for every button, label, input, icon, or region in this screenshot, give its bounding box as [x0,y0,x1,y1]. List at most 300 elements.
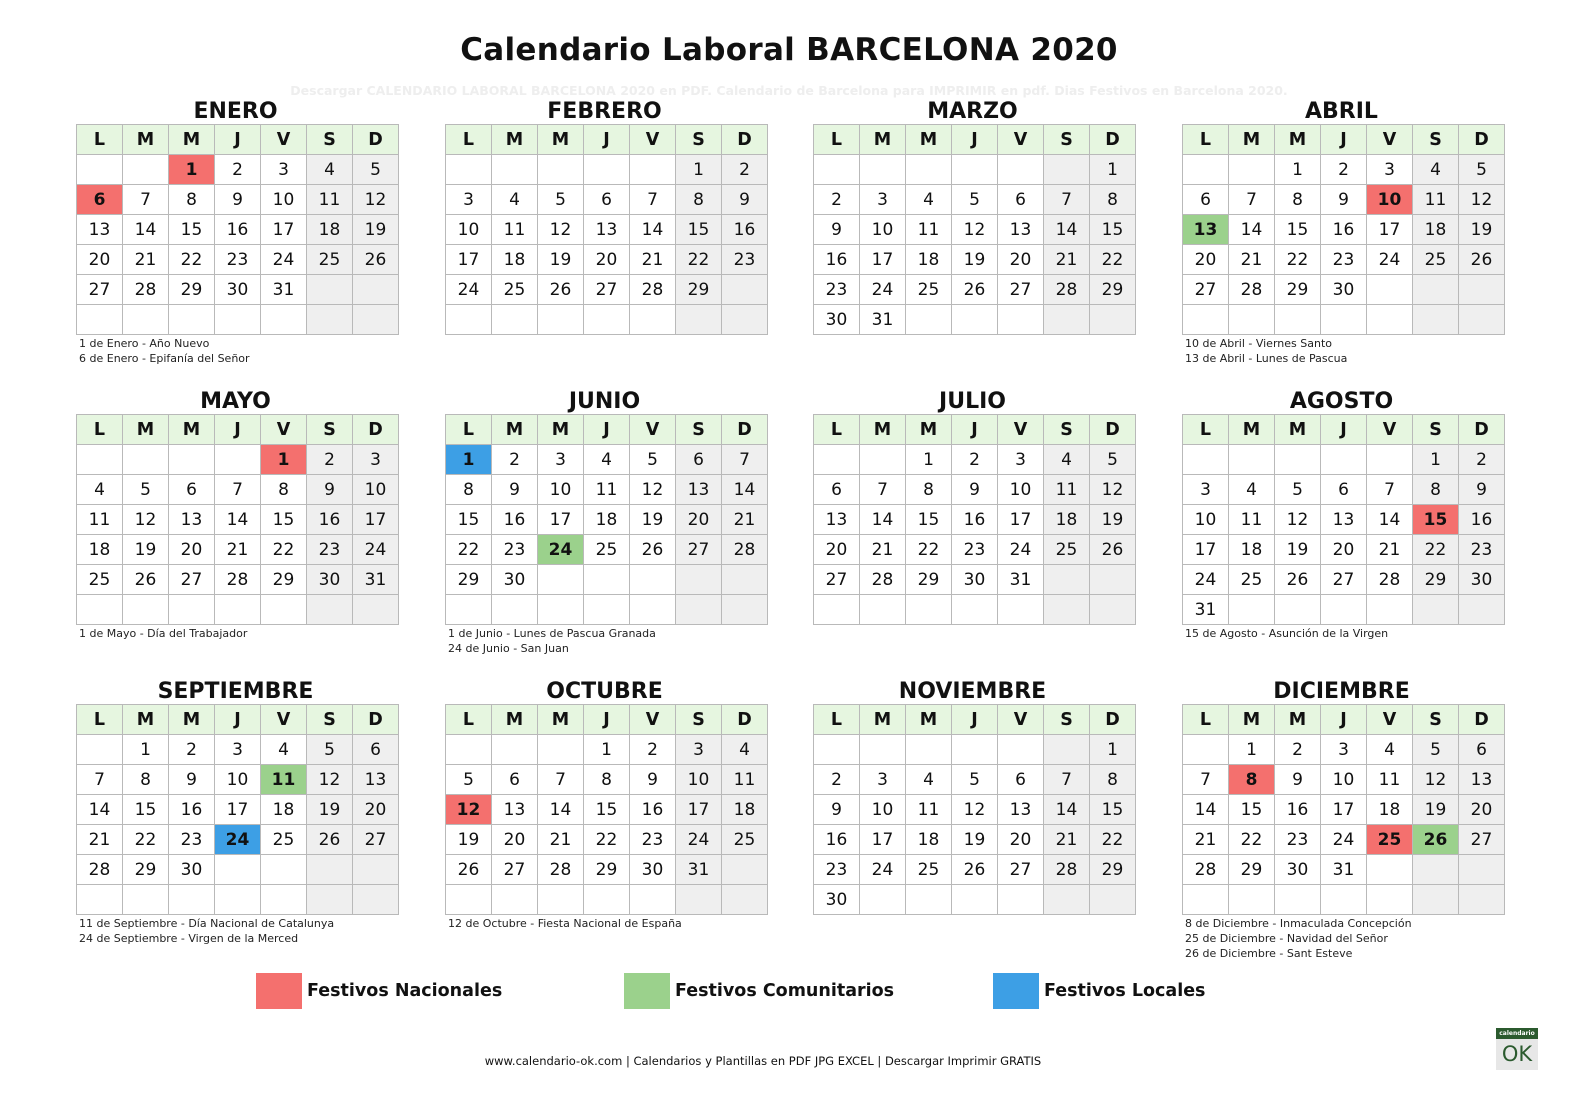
day-cell: 2 [814,185,860,215]
weekday-header: M [492,125,538,155]
day-cell: 25 [906,275,952,305]
day-cell: 18 [1044,505,1090,535]
weekday-header: S [676,705,722,735]
empty-day-cell [1229,885,1275,915]
empty-day-cell [492,885,538,915]
day-cell: 3 [1367,155,1413,185]
empty-day-cell [353,595,399,625]
day-cell: 27 [998,855,1044,885]
week-row [446,215,768,245]
empty-day-cell [123,595,169,625]
holiday-day-cell: 13 [1183,215,1229,245]
empty-day-cell [1413,275,1459,305]
weekday-header: M [123,415,169,445]
empty-day-cell [1275,305,1321,335]
day-cell: 9 [952,475,998,505]
empty-day-cell [353,305,399,335]
weekday-header: L [446,415,492,445]
month-name: OCTUBRE [546,679,663,704]
week-row [1183,475,1505,505]
empty-day-cell [952,735,998,765]
day-cell: 30 [1459,565,1505,595]
day-cell: 11 [906,795,952,825]
day-cell: 18 [1367,795,1413,825]
day-cell: 10 [1183,505,1229,535]
day-cell: 1 [1229,735,1275,765]
weekday-header: M [169,415,215,445]
day-cell: 26 [1090,535,1136,565]
empty-day-cell [584,305,630,335]
empty-day-cell [814,735,860,765]
empty-day-cell [307,885,353,915]
day-cell: 8 [261,475,307,505]
day-cell: 17 [215,795,261,825]
day-cell: 30 [1321,275,1367,305]
holiday-day-cell: 12 [446,795,492,825]
weekday-header: J [584,415,630,445]
holiday-note: 10 de Abril - Viernes Santo [1185,337,1332,350]
day-cell: 28 [1044,855,1090,885]
day-cell: 24 [261,245,307,275]
day-cell: 12 [952,215,998,245]
empty-day-cell [307,305,353,335]
month-name: AGOSTO [1289,389,1394,414]
day-cell: 21 [123,245,169,275]
day-cell: 20 [676,505,722,535]
day-cell: 24 [1367,245,1413,275]
month-table [445,414,768,625]
empty-day-cell [630,305,676,335]
month-table [813,414,1136,625]
weekday-header: V [261,705,307,735]
week-row [1183,735,1505,765]
empty-day-cell [492,595,538,625]
day-cell: 23 [814,275,860,305]
month-abril [1182,99,1501,366]
day-cell: 13 [169,505,215,535]
day-cell: 11 [584,475,630,505]
weekday-header: D [1459,125,1505,155]
empty-day-cell [998,305,1044,335]
empty-day-cell [630,595,676,625]
empty-day-cell [1044,155,1090,185]
week-row [1183,305,1505,335]
month-octubre [445,679,764,931]
weekday-header: V [998,705,1044,735]
holiday-day-cell: 24 [215,825,261,855]
empty-day-cell [1367,305,1413,335]
day-cell: 29 [1275,275,1321,305]
day-cell: 23 [722,245,768,275]
day-cell: 2 [1275,735,1321,765]
day-cell: 10 [538,475,584,505]
empty-day-cell [722,885,768,915]
weekday-header: M [169,705,215,735]
day-cell: 16 [1321,215,1367,245]
week-row [814,825,1136,855]
day-cell: 23 [1459,535,1505,565]
week-row [1183,535,1505,565]
day-cell: 8 [906,475,952,505]
holiday-note: 25 de Diciembre - Navidad del Señor [1185,932,1388,945]
holiday-notes [1182,626,1501,641]
week-row [1183,505,1505,535]
day-cell: 21 [215,535,261,565]
day-cell: 10 [261,185,307,215]
day-cell: 11 [492,215,538,245]
day-cell: 11 [1044,475,1090,505]
legend-label-comunitario: Festivos Comunitarios [675,981,895,1001]
empty-day-cell [77,885,123,915]
month-name: FEBRERO [547,99,662,124]
weekday-header: M [538,415,584,445]
weekday-header: J [215,415,261,445]
day-cell: 28 [77,855,123,885]
day-cell: 1 [676,155,722,185]
month-table [76,124,399,335]
day-cell: 5 [630,445,676,475]
day-cell: 20 [1459,795,1505,825]
month-name: ENERO [193,99,278,124]
day-cell: 30 [1275,855,1321,885]
day-cell: 16 [215,215,261,245]
day-cell: 28 [630,275,676,305]
day-cell: 11 [77,505,123,535]
week-row [446,595,768,625]
day-cell: 2 [952,445,998,475]
week-row [446,765,768,795]
weekday-header: D [722,415,768,445]
empty-day-cell [814,595,860,625]
empty-day-cell [860,445,906,475]
day-cell: 10 [215,765,261,795]
empty-day-cell [1183,305,1229,335]
month-table [76,704,399,915]
day-cell: 1 [1413,445,1459,475]
empty-day-cell [814,155,860,185]
day-cell: 19 [1413,795,1459,825]
day-cell: 22 [1413,535,1459,565]
month-table [813,124,1136,335]
empty-day-cell [676,565,722,595]
day-cell: 26 [307,825,353,855]
weekday-header: V [1367,125,1413,155]
empty-day-cell [1183,735,1229,765]
day-cell: 23 [215,245,261,275]
weekday-header: S [1413,125,1459,155]
day-cell: 20 [998,245,1044,275]
empty-day-cell [215,885,261,915]
day-cell: 13 [998,215,1044,245]
day-cell: 18 [492,245,538,275]
empty-day-cell [77,155,123,185]
month-table [1182,124,1505,335]
weekday-header: M [1229,705,1275,735]
day-cell: 5 [1090,445,1136,475]
day-cell: 4 [906,765,952,795]
holiday-notes [1182,336,1501,366]
day-cell: 4 [584,445,630,475]
weekday-header: M [906,125,952,155]
day-cell: 29 [261,565,307,595]
day-cell: 31 [860,305,906,335]
day-cell: 19 [353,215,399,245]
day-cell: 7 [538,765,584,795]
week-row [77,795,399,825]
day-cell: 21 [538,825,584,855]
empty-day-cell [446,735,492,765]
day-cell: 16 [492,505,538,535]
logo-main-text: OK [1501,1042,1533,1066]
calendario-ok-logo[interactable] [1496,1028,1538,1070]
holiday-note: 1 de Junio - Lunes de Pascua Granada [448,627,656,640]
day-cell: 11 [1367,765,1413,795]
empty-day-cell [492,305,538,335]
weekday-header: L [446,125,492,155]
day-cell: 16 [1459,505,1505,535]
empty-day-cell [492,735,538,765]
week-row [1183,445,1505,475]
empty-day-cell [1275,445,1321,475]
day-cell: 7 [1229,185,1275,215]
day-cell: 5 [1275,475,1321,505]
day-cell: 5 [446,765,492,795]
day-cell: 4 [492,185,538,215]
day-cell: 20 [814,535,860,565]
day-cell: 16 [722,215,768,245]
day-cell: 15 [1090,795,1136,825]
empty-day-cell [1090,595,1136,625]
weekday-header: M [906,415,952,445]
day-cell: 12 [1090,475,1136,505]
day-cell: 16 [1275,795,1321,825]
weekday-header: L [814,415,860,445]
day-cell: 11 [1413,185,1459,215]
weekday-header: D [353,415,399,445]
week-row [77,305,399,335]
day-cell: 19 [1275,535,1321,565]
legend-swatch-nacional [256,973,302,1009]
week-row [814,155,1136,185]
day-cell: 26 [1459,245,1505,275]
week-row [77,275,399,305]
day-cell: 6 [676,445,722,475]
holiday-note: 24 de Septiembre - Virgen de la Merced [79,932,299,945]
day-cell: 5 [952,185,998,215]
day-cell: 2 [722,155,768,185]
month-noviembre [813,679,1132,916]
day-cell: 21 [1183,825,1229,855]
day-cell: 8 [584,765,630,795]
legend-comunitario [624,973,894,1009]
empty-day-cell [906,595,952,625]
day-cell: 14 [722,475,768,505]
day-cell: 30 [952,565,998,595]
weekday-header: J [1321,415,1367,445]
day-cell: 14 [1367,505,1413,535]
week-row [446,825,768,855]
day-cell: 9 [1321,185,1367,215]
empty-day-cell [906,305,952,335]
day-cell: 29 [1413,565,1459,595]
empty-day-cell [998,595,1044,625]
empty-day-cell [584,595,630,625]
day-cell: 2 [492,445,538,475]
day-cell: 28 [722,535,768,565]
day-cell: 22 [446,535,492,565]
week-row [77,245,399,275]
empty-day-cell [261,595,307,625]
day-cell: 28 [123,275,169,305]
day-cell: 27 [169,565,215,595]
day-cell: 26 [630,535,676,565]
day-cell: 12 [1459,185,1505,215]
empty-day-cell [1229,595,1275,625]
day-cell: 19 [952,245,998,275]
empty-day-cell [307,275,353,305]
week-row [814,535,1136,565]
empty-day-cell [584,565,630,595]
week-row [446,855,768,885]
day-cell: 20 [1183,245,1229,275]
week-row [77,505,399,535]
day-cell: 2 [814,765,860,795]
day-cell: 4 [307,155,353,185]
day-cell: 29 [1090,275,1136,305]
empty-day-cell [123,305,169,335]
empty-day-cell [538,885,584,915]
holiday-day-cell: 24 [538,535,584,565]
empty-day-cell [1183,155,1229,185]
empty-day-cell [952,155,998,185]
day-cell: 20 [998,825,1044,855]
day-cell: 4 [906,185,952,215]
day-cell: 31 [353,565,399,595]
day-cell: 5 [538,185,584,215]
empty-day-cell [538,565,584,595]
day-cell: 19 [1459,215,1505,245]
day-cell: 15 [446,505,492,535]
week-row [77,215,399,245]
day-cell: 14 [123,215,169,245]
weekday-header: S [1044,705,1090,735]
day-cell: 3 [538,445,584,475]
day-cell: 20 [1321,535,1367,565]
empty-day-cell [77,595,123,625]
empty-day-cell [215,855,261,885]
day-cell: 9 [630,765,676,795]
day-cell: 31 [998,565,1044,595]
weekday-header: S [1044,125,1090,155]
day-cell: 23 [952,535,998,565]
day-cell: 21 [1044,825,1090,855]
empty-day-cell [860,735,906,765]
day-cell: 9 [215,185,261,215]
day-cell: 6 [492,765,538,795]
holiday-note: 15 de Agosto - Asunción de la Virgen [1185,627,1389,640]
month-marzo [813,99,1132,336]
day-cell: 7 [123,185,169,215]
holiday-notes [76,336,395,366]
day-cell: 24 [860,855,906,885]
day-cell: 12 [353,185,399,215]
day-cell: 14 [538,795,584,825]
week-row [814,185,1136,215]
empty-day-cell [1044,565,1090,595]
day-cell: 30 [814,885,860,915]
day-cell: 17 [860,245,906,275]
day-cell: 1 [1275,155,1321,185]
day-cell: 20 [169,535,215,565]
day-cell: 28 [1229,275,1275,305]
month-agosto [1182,389,1501,641]
empty-day-cell [860,595,906,625]
day-cell: 7 [1044,185,1090,215]
weekday-header: M [538,125,584,155]
day-cell: 30 [215,275,261,305]
empty-day-cell [676,885,722,915]
empty-day-cell [722,305,768,335]
day-cell: 21 [77,825,123,855]
day-cell: 22 [1090,245,1136,275]
empty-day-cell [353,275,399,305]
week-row [446,885,768,915]
legend-nacional [256,973,502,1009]
day-cell: 6 [169,475,215,505]
weekday-header: V [1367,705,1413,735]
day-cell: 27 [77,275,123,305]
day-cell: 15 [906,505,952,535]
day-cell: 22 [1229,825,1275,855]
weekday-header: M [492,415,538,445]
holiday-day-cell: 1 [169,155,215,185]
holiday-note: 24 de Junio - San Juan [448,642,569,655]
month-name: MARZO [927,99,1018,124]
day-cell: 22 [261,535,307,565]
empty-day-cell [1044,885,1090,915]
empty-day-cell [584,885,630,915]
day-cell: 6 [353,735,399,765]
empty-day-cell [1413,595,1459,625]
weekday-header: M [860,415,906,445]
week-row [77,475,399,505]
day-cell: 10 [446,215,492,245]
day-cell: 22 [584,825,630,855]
day-cell: 13 [814,505,860,535]
empty-day-cell [906,735,952,765]
holiday-day-cell: 25 [1367,825,1413,855]
week-row [446,795,768,825]
week-row [814,475,1136,505]
day-cell: 9 [492,475,538,505]
empty-day-cell [630,885,676,915]
day-cell: 29 [446,565,492,595]
day-cell: 29 [1090,855,1136,885]
day-cell: 11 [906,215,952,245]
empty-day-cell [1229,445,1275,475]
empty-day-cell [1367,275,1413,305]
day-cell: 19 [952,825,998,855]
day-cell: 31 [1183,595,1229,625]
day-cell: 6 [998,185,1044,215]
weekday-header: J [952,415,998,445]
empty-day-cell [1229,305,1275,335]
page-title: Calendario Laboral BARCELONA 2020 [460,32,1118,68]
day-cell: 1 [584,735,630,765]
month-name: MAYO [200,389,271,414]
legend-local [993,973,1205,1009]
day-cell: 14 [1183,795,1229,825]
